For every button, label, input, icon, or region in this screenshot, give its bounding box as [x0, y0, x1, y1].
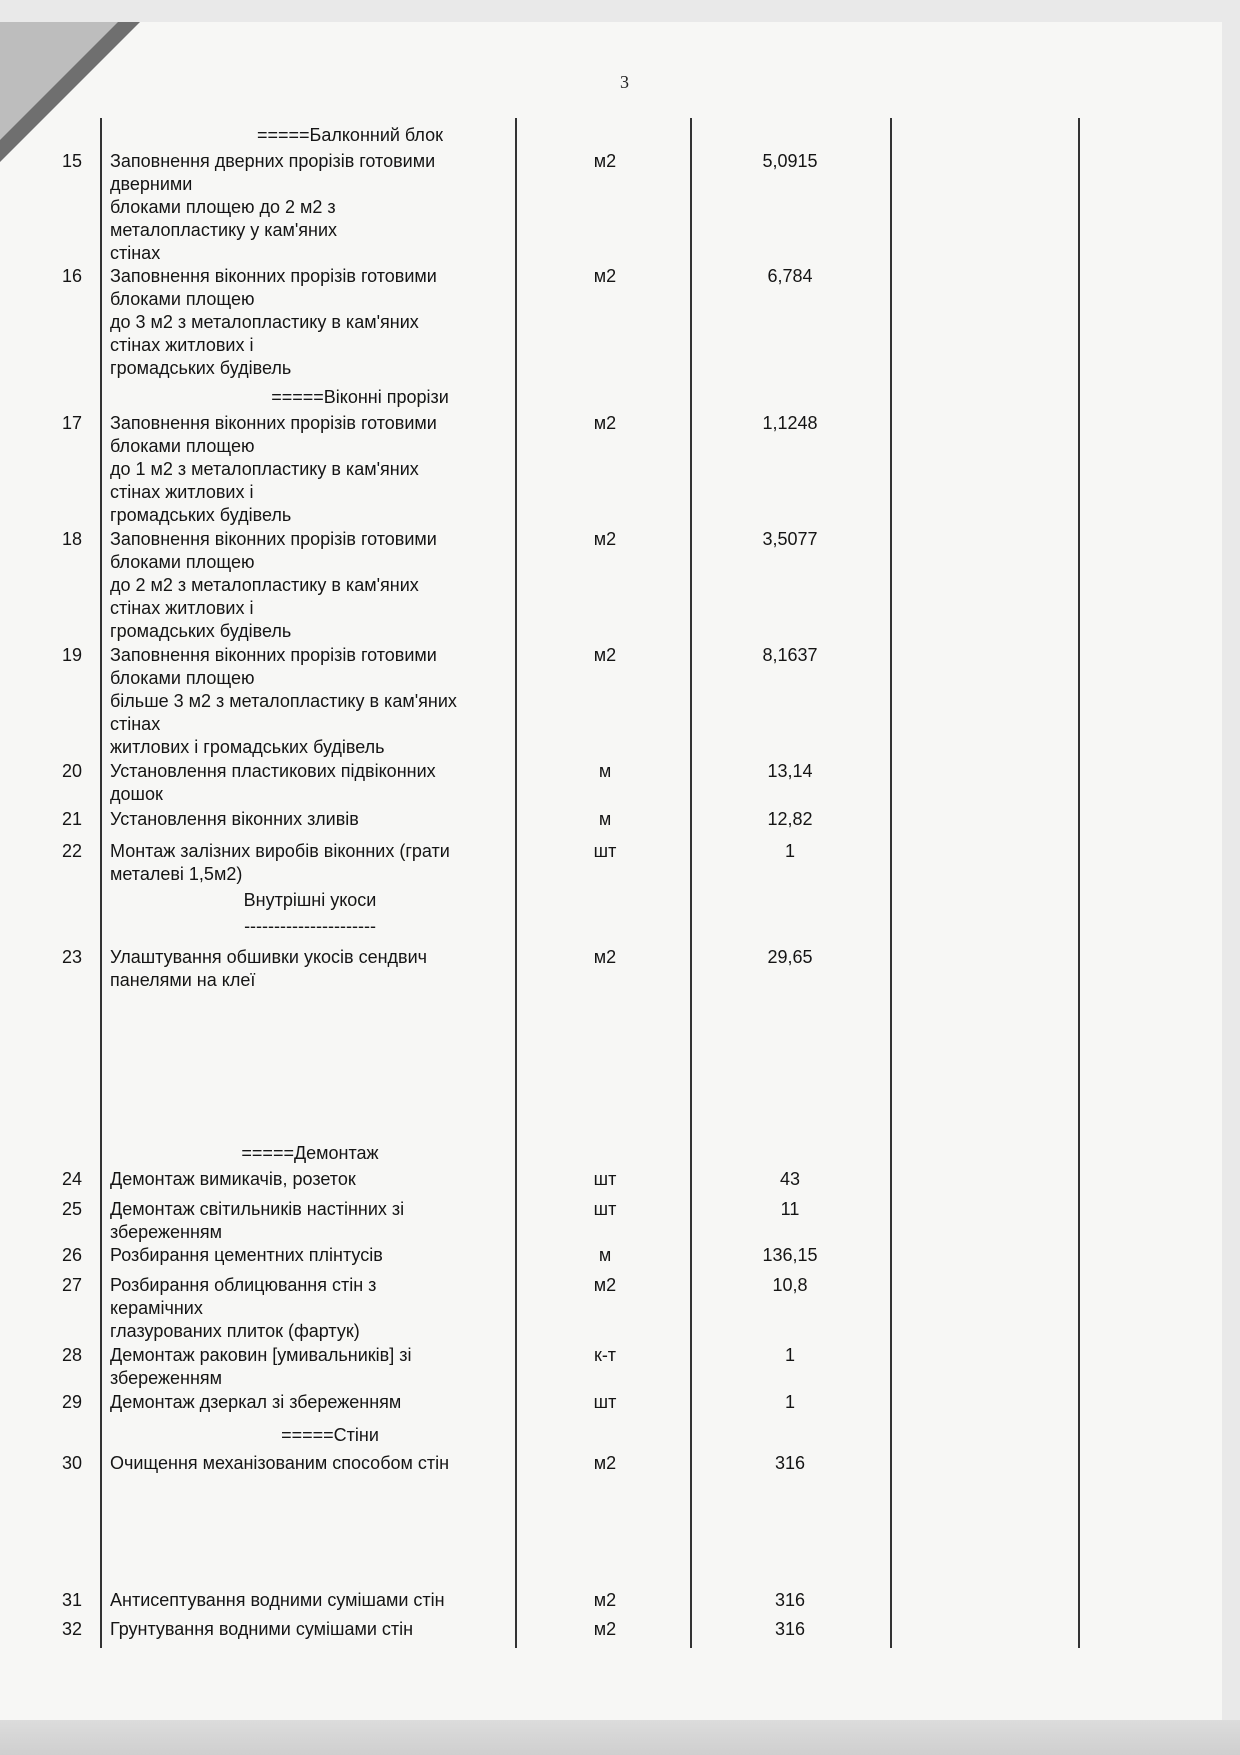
row-unit: м2	[593, 151, 617, 171]
row-number: 19	[61, 645, 83, 665]
section-heading-walls: =====Стіни	[281, 1425, 379, 1445]
row-number: 27	[61, 1275, 83, 1295]
row-unit: м2	[593, 1453, 617, 1473]
row-desc-line: дошок	[110, 784, 163, 804]
row-number: 17	[61, 413, 83, 433]
row-desc-line: блоками площею	[110, 289, 255, 309]
row-quantity: 316	[774, 1619, 806, 1639]
row-desc-line: Розбирання цементних плінтусів	[110, 1245, 383, 1265]
row-desc-line: збереженням	[110, 1368, 223, 1388]
row-desc-line: стінах житлових і	[110, 335, 254, 355]
row-desc-line: блоками площею до 2 м2 з	[110, 197, 336, 217]
row-quantity: 29,65	[767, 947, 813, 967]
row-quantity: 1	[784, 841, 795, 861]
row-unit: шт	[593, 1169, 617, 1189]
row-desc-line: Заповнення дверних прорізів готовими	[110, 151, 436, 171]
row-unit: м2	[593, 1275, 617, 1295]
row-quantity: 10,8	[772, 1275, 808, 1295]
row-number: 28	[61, 1345, 83, 1365]
row-unit: м	[598, 1245, 612, 1265]
row-desc-line: блоками площею	[110, 552, 255, 572]
row-unit: шт	[593, 1392, 617, 1412]
row-number: 18	[61, 529, 83, 549]
row-desc-line: Заповнення віконних прорізів готовими	[110, 645, 437, 665]
row-quantity: 11	[780, 1199, 800, 1219]
row-desc-line: Заповнення віконних прорізів готовими	[110, 529, 437, 549]
row-number: 15	[61, 151, 83, 171]
row-number: 23	[61, 947, 83, 967]
row-quantity: 13,14	[767, 761, 813, 781]
row-desc-line: керамічних	[110, 1298, 203, 1318]
row-quantity: 136,15	[762, 1245, 818, 1265]
row-desc-line: більше 3 м2 з металопластику в кам'яних	[110, 691, 457, 711]
section-heading-balcony: =====Балконний блок	[256, 125, 444, 145]
row-quantity: 316	[774, 1453, 806, 1473]
row-desc-line: стінах житлових і	[110, 482, 254, 502]
row-desc-line: металеві 1,5м2)	[110, 864, 243, 884]
row-desc-line: Заповнення віконних прорізів готовими	[110, 266, 437, 286]
row-number: 26	[61, 1245, 83, 1265]
row-desc-line: житлових і громадських будівель	[110, 737, 385, 757]
row-desc-line: металопластику у кам'яних	[110, 220, 338, 240]
row-quantity: 3,5077	[762, 529, 818, 549]
row-unit: к-т	[593, 1345, 617, 1365]
row-desc-line: Розбирання облицювання стін з	[110, 1275, 377, 1295]
row-number: 30	[61, 1453, 83, 1473]
row-desc-line: до 3 м2 з металопластику в кам'яних	[110, 312, 419, 332]
row-unit: м2	[593, 266, 617, 286]
row-number: 31	[61, 1590, 83, 1610]
row-unit: м	[598, 809, 612, 829]
row-unit: м	[598, 761, 612, 781]
row-quantity: 1	[784, 1392, 795, 1412]
row-unit: м2	[593, 1590, 617, 1610]
row-desc-line: Очищення механізованим способом стін	[110, 1453, 450, 1473]
row-unit: м2	[593, 413, 617, 433]
row-desc-line: стінах	[110, 714, 161, 734]
row-number: 32	[61, 1619, 83, 1639]
row-quantity: 12,82	[767, 809, 813, 829]
row-desc-line: громадських будівель	[110, 621, 292, 641]
row-desc-line: Заповнення віконних прорізів готовими	[110, 413, 437, 433]
row-unit: м2	[593, 645, 617, 665]
row-desc-line: до 1 м2 з металопластику в кам'яних	[110, 459, 419, 479]
row-desc-line: збереженням	[110, 1222, 223, 1242]
row-desc-line: стінах	[110, 243, 161, 263]
row-desc-line: Демонтаж вимикачів, розеток	[110, 1169, 356, 1189]
row-number: 24	[61, 1169, 83, 1189]
row-desc-line: глазурованих плиток (фартук)	[110, 1321, 360, 1341]
row-desc-line: Грунтування водними сумішами стін	[110, 1619, 414, 1639]
row-desc-line: стінах житлових і	[110, 598, 254, 618]
row-unit: м2	[593, 947, 617, 967]
row-desc-line: Монтаж залізних виробів віконних (грати	[110, 841, 450, 861]
row-desc-line: Установлення пластикових підвіконних	[110, 761, 436, 781]
section-rule: ----------------------	[244, 916, 376, 936]
row-desc-line: блоками площею	[110, 668, 255, 688]
row-number: 16	[61, 266, 83, 286]
section-heading-demolition: =====Демонтаж	[241, 1143, 379, 1163]
row-desc-line: Демонтаж раковин [умивальників] зі	[110, 1345, 412, 1365]
row-quantity: 1,1248	[762, 413, 818, 433]
row-quantity: 1	[784, 1345, 795, 1365]
row-desc-line: громадських будівель	[110, 505, 292, 525]
row-number: 29	[61, 1392, 83, 1412]
row-desc-line: Демонтаж світильників настінних зі	[110, 1199, 405, 1219]
row-desc-line: блоками площею	[110, 436, 255, 456]
row-desc-line: Установлення віконних зливів	[110, 809, 359, 829]
row-unit: шт	[593, 1199, 617, 1219]
row-unit: м2	[593, 529, 617, 549]
row-number: 22	[61, 841, 83, 861]
row-desc-line: Антисептування водними сумішами стін	[110, 1590, 445, 1610]
section-heading-slopes: Внутрішні укоси	[243, 890, 377, 910]
page-number: 3	[620, 72, 629, 92]
row-desc-line: Демонтаж дзеркал зі збереженням	[110, 1392, 402, 1412]
row-quantity: 43	[779, 1169, 801, 1189]
row-quantity: 5,0915	[762, 151, 818, 171]
row-number: 21	[61, 809, 83, 829]
row-desc-line: панелями на клеї	[110, 970, 256, 990]
row-number: 25	[61, 1199, 83, 1219]
row-desc-line: до 2 м2 з металопластику в кам'яних	[110, 575, 419, 595]
section-heading-windows: =====Віконні прорізи	[271, 387, 449, 407]
row-quantity: 316	[774, 1590, 806, 1610]
row-unit: шт	[593, 841, 617, 861]
row-quantity: 8,1637	[762, 645, 818, 665]
row-number: 20	[61, 761, 83, 781]
row-unit: м2	[593, 1619, 617, 1639]
row-desc-line: громадських будівель	[110, 358, 292, 378]
row-desc-line: Улаштування обшивки укосів сендвич	[110, 947, 428, 967]
row-desc-line: дверними	[110, 174, 193, 194]
row-quantity: 6,784	[767, 266, 813, 286]
